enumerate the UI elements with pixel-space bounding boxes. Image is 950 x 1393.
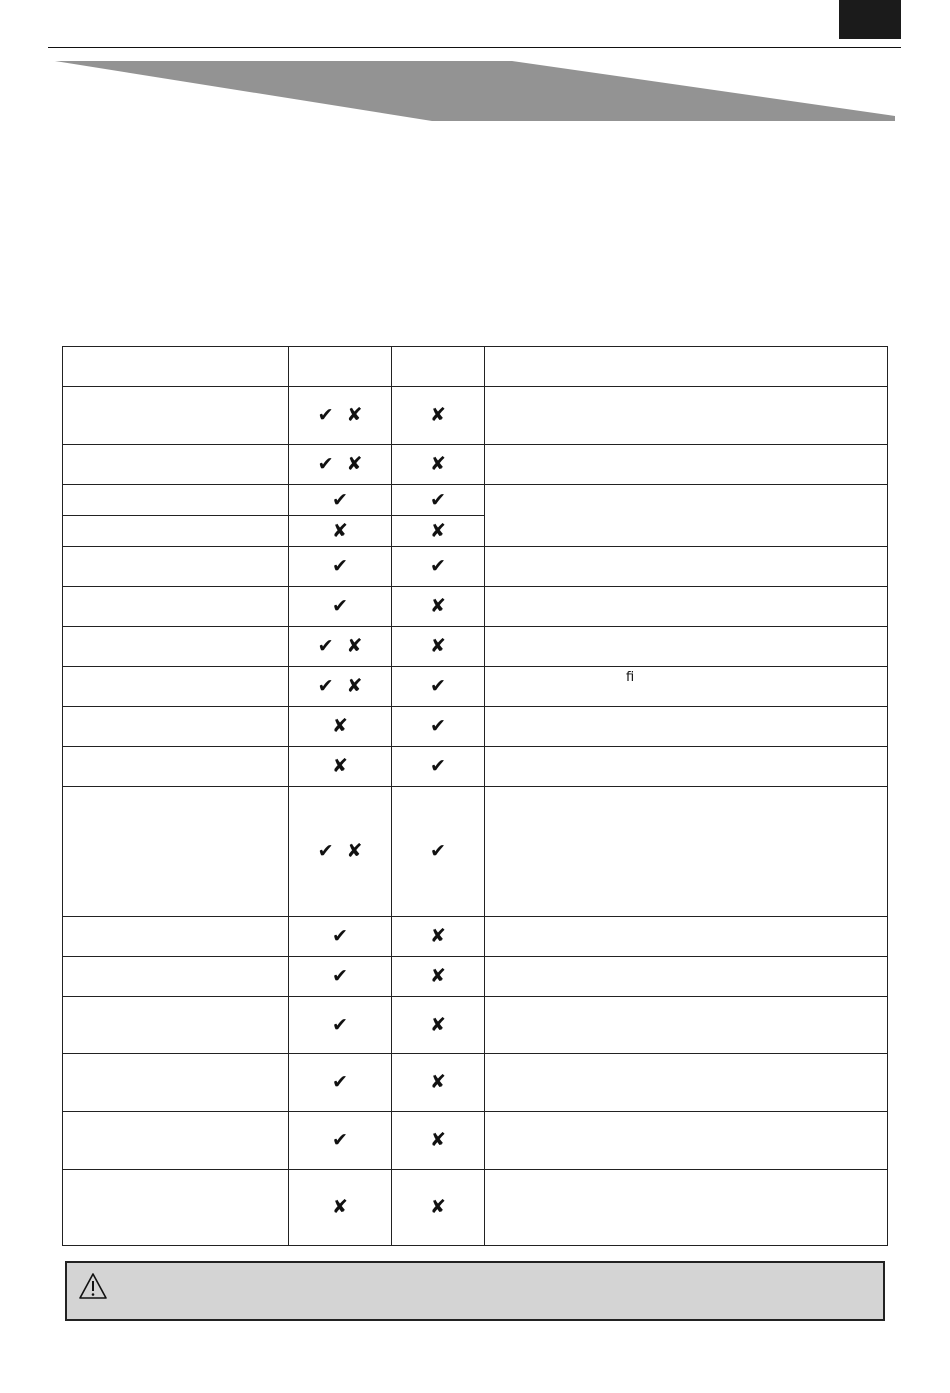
table-row [63,387,888,445]
description-cell [485,707,888,747]
mark-cell-b [392,516,485,547]
table-row [63,1054,888,1112]
row-label-cell [63,485,289,516]
row-label-cell [63,1054,289,1112]
table-row [63,627,888,667]
check-mark-icon: ✔ [317,840,334,862]
row-label-cell [63,516,289,547]
row-label-cell [63,787,289,917]
check-mark-icon: ✔ [317,404,334,426]
description-cell [485,1054,888,1112]
cross-mark-icon: ✘ [332,1196,348,1218]
table-header-row [63,347,888,387]
cross-mark-icon: ✘ [430,925,446,947]
check-mark-icon: ✔ [317,675,334,697]
mark-cell-b [392,1112,485,1170]
cross-mark-icon: ✘ [346,635,363,657]
mark-cell-a [289,917,392,957]
mark-cell-a [289,587,392,627]
cross-mark-icon: ✘ [430,595,446,617]
table-row [63,547,888,587]
cross-mark-icon: ✘ [346,675,363,697]
cross-mark-icon: ✘ [430,635,446,657]
row-label-cell [63,707,289,747]
mark-cell-a [289,445,392,485]
header-cell [485,347,888,387]
description-cell [485,957,888,997]
check-mark-icon: ✔ [332,488,348,511]
mark-cell-b [392,917,485,957]
description-cell [485,485,888,547]
description-cell [485,787,888,917]
mark-cell-a [289,747,392,787]
cross-mark-icon: ✘ [332,755,348,777]
mark-cell-b [392,1054,485,1112]
check-mark-icon: ✔ [317,453,334,475]
table-row [63,707,888,747]
mark-cell-b [392,547,485,587]
description-cell [485,747,888,787]
row-label-cell [63,1170,289,1246]
check-mark-icon: ✔ [430,755,446,777]
check-mark-icon: ✔ [332,925,348,947]
mark-cell-a [289,485,392,516]
header-cell [63,347,289,387]
cross-mark-icon: ✘ [430,1196,446,1218]
mark-cell-b [392,957,485,997]
row-label-cell [63,1112,289,1170]
mark-cell-a [289,1054,392,1112]
row-label-cell [63,547,289,587]
description-cell [485,1170,888,1246]
mark-cell-a [289,516,392,547]
cross-mark-icon: ✘ [346,404,363,426]
mark-cell-a [289,787,392,917]
description-cell [485,997,888,1054]
mark-cell-b [392,387,485,445]
row-label-cell [63,627,289,667]
description-cell [485,387,888,445]
check-mark-icon: ✔ [332,1071,348,1093]
row-label-cell [63,387,289,445]
cross-mark-icon: ✘ [346,453,363,475]
check-mark-icon: ✔ [332,555,348,577]
cross-mark-icon: ✘ [430,1129,446,1151]
table-row [63,1112,888,1170]
description-cell [485,587,888,627]
mark-cell-b [392,707,485,747]
table-row [63,667,888,707]
table-row [63,997,888,1054]
description-cell [485,445,888,485]
comparison-table [62,346,888,1246]
cross-mark-icon: ✘ [430,965,446,987]
mark-cell-b [392,485,485,516]
mark-cell-a [289,667,392,707]
cross-mark-icon: ✘ [346,840,363,862]
mark-cell-b [392,627,485,667]
check-mark-icon: ✔ [317,635,334,657]
description-cell [485,627,888,667]
cross-mark-icon: ✘ [430,1013,446,1036]
table-row [63,1170,888,1246]
table-row [63,445,888,485]
table-row [63,957,888,997]
description-cell [485,917,888,957]
mark-cell-a [289,1170,392,1246]
mark-cell-a [289,707,392,747]
mark-cell-a [289,387,392,445]
ligature-glyph: ﬁ [626,670,635,685]
mark-cell-b [392,997,485,1054]
row-label-cell [63,957,289,997]
cross-mark-icon: ✘ [430,519,446,542]
table-row [63,747,888,787]
check-mark-icon: ✔ [430,488,446,511]
cross-mark-icon: ✘ [332,519,348,542]
table-row [63,587,888,627]
cross-mark-icon: ✘ [430,1071,446,1093]
check-mark-icon: ✔ [332,965,348,987]
table-row [63,917,888,957]
header-cell [289,347,392,387]
mark-cell-a [289,627,392,667]
row-label-cell [63,747,289,787]
check-mark-icon: ✔ [430,675,446,697]
warning-note [65,1261,885,1321]
mark-cell-a [289,547,392,587]
mark-cell-b [392,747,485,787]
cross-mark-icon: ✘ [332,715,348,737]
check-mark-icon: ✔ [430,840,446,862]
mark-cell-a [289,1112,392,1170]
check-mark-icon: ✔ [332,1013,348,1036]
description-cell [485,667,888,707]
table-row [63,485,888,516]
check-mark-icon: ✔ [430,715,446,737]
section-banner [0,0,950,130]
row-label-cell [63,587,289,627]
description-cell [485,547,888,587]
mark-cell-b [392,667,485,707]
table-row [63,787,888,917]
header-cell [392,347,485,387]
check-mark-icon: ✔ [332,1129,348,1151]
row-label-cell [63,445,289,485]
description-cell [485,1112,888,1170]
cross-mark-icon: ✘ [430,404,446,426]
check-mark-icon: ✔ [430,555,446,577]
row-label-cell [63,667,289,707]
mark-cell-b [392,587,485,627]
mark-cell-a [289,997,392,1054]
mark-cell-b [392,445,485,485]
mark-cell-b [392,787,485,917]
row-label-cell [63,917,289,957]
row-label-cell [63,997,289,1054]
mark-cell-a [289,957,392,997]
mark-cell-b [392,1170,485,1246]
check-mark-icon: ✔ [332,595,348,617]
cross-mark-icon: ✘ [430,453,446,475]
warning-triangle-icon [78,1272,108,1300]
